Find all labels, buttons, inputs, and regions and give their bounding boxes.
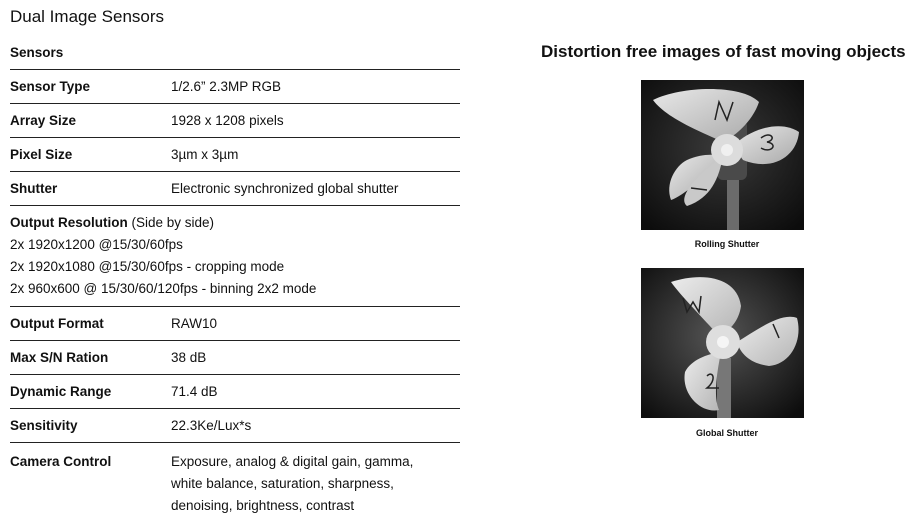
spec-value: 1928 x 1208 pixels xyxy=(171,113,284,128)
global-shutter-caption: Global Shutter xyxy=(695,428,758,438)
spec-label: Output Resolution xyxy=(10,215,128,230)
camera-control-line: white balance, saturation, sharpness, xyxy=(171,476,394,491)
spec-row-array-size xyxy=(10,104,460,138)
camera-control-line: Exposure, analog & digital gain, gamma, xyxy=(171,454,414,469)
spec-label: Shutter xyxy=(10,181,58,196)
spec-value: 3µm x 3µm xyxy=(171,147,239,162)
output-resolution-line: 2x 1920x1080 @15/30/60fps - cropping mode xyxy=(10,259,285,274)
comparison-title: Distortion free images of fast moving objects xyxy=(541,42,906,61)
spec-row-sensor-type xyxy=(10,70,460,104)
spec-value: 71.4 dB xyxy=(171,384,218,399)
output-resolution-note: (Side by side) xyxy=(127,215,215,230)
output-resolution-heading xyxy=(10,212,460,234)
camera-control-line: denoising, brightness, contrast xyxy=(171,498,355,513)
spec-value: RAW10 xyxy=(171,316,218,331)
spec-value: 1/2.6” 2.3MP RGB xyxy=(171,79,282,94)
specs-table xyxy=(10,36,460,517)
spec-row-dynamic-range xyxy=(10,375,460,409)
output-resolution-line: 2x 960x600 @ 15/30/60/120fps - binning 2x2 mode xyxy=(10,281,317,296)
spec-value: Electronic synchronized global shutter xyxy=(171,181,399,196)
spec-label: Max S/N Ration xyxy=(10,350,109,365)
spec-row-shutter xyxy=(10,172,460,206)
spec-label: Sensitivity xyxy=(10,418,78,433)
spec-row-sensitivity xyxy=(10,409,460,443)
spec-row-max-sn xyxy=(10,341,460,375)
specs-section-header: Sensors xyxy=(10,36,460,70)
global-shutter-image xyxy=(641,268,804,418)
spec-label: Pixel Size xyxy=(10,147,73,162)
spec-label: Array Size xyxy=(10,113,77,128)
spec-label: Sensor Type xyxy=(10,79,91,94)
output-resolution-line: 2x 1920x1200 @15/30/60fps xyxy=(10,237,183,252)
page-title: Dual Image Sensors xyxy=(10,7,165,26)
spec-label: Camera Control xyxy=(10,454,112,469)
spec-label: Output Format xyxy=(10,316,104,331)
spec-value: 38 dB xyxy=(171,350,207,365)
spec-row-output-format xyxy=(10,307,460,341)
spec-row-output-resolution xyxy=(10,206,460,307)
rolling-shutter-caption: Rolling Shutter xyxy=(694,239,760,249)
rolling-shutter-image xyxy=(641,80,804,230)
spec-value xyxy=(171,451,460,517)
spec-label: Dynamic Range xyxy=(10,384,112,399)
spec-value: 22.3Ke/Lux*s xyxy=(171,418,252,433)
spec-row-pixel-size xyxy=(10,138,460,172)
spec-row-camera-control xyxy=(10,443,460,517)
